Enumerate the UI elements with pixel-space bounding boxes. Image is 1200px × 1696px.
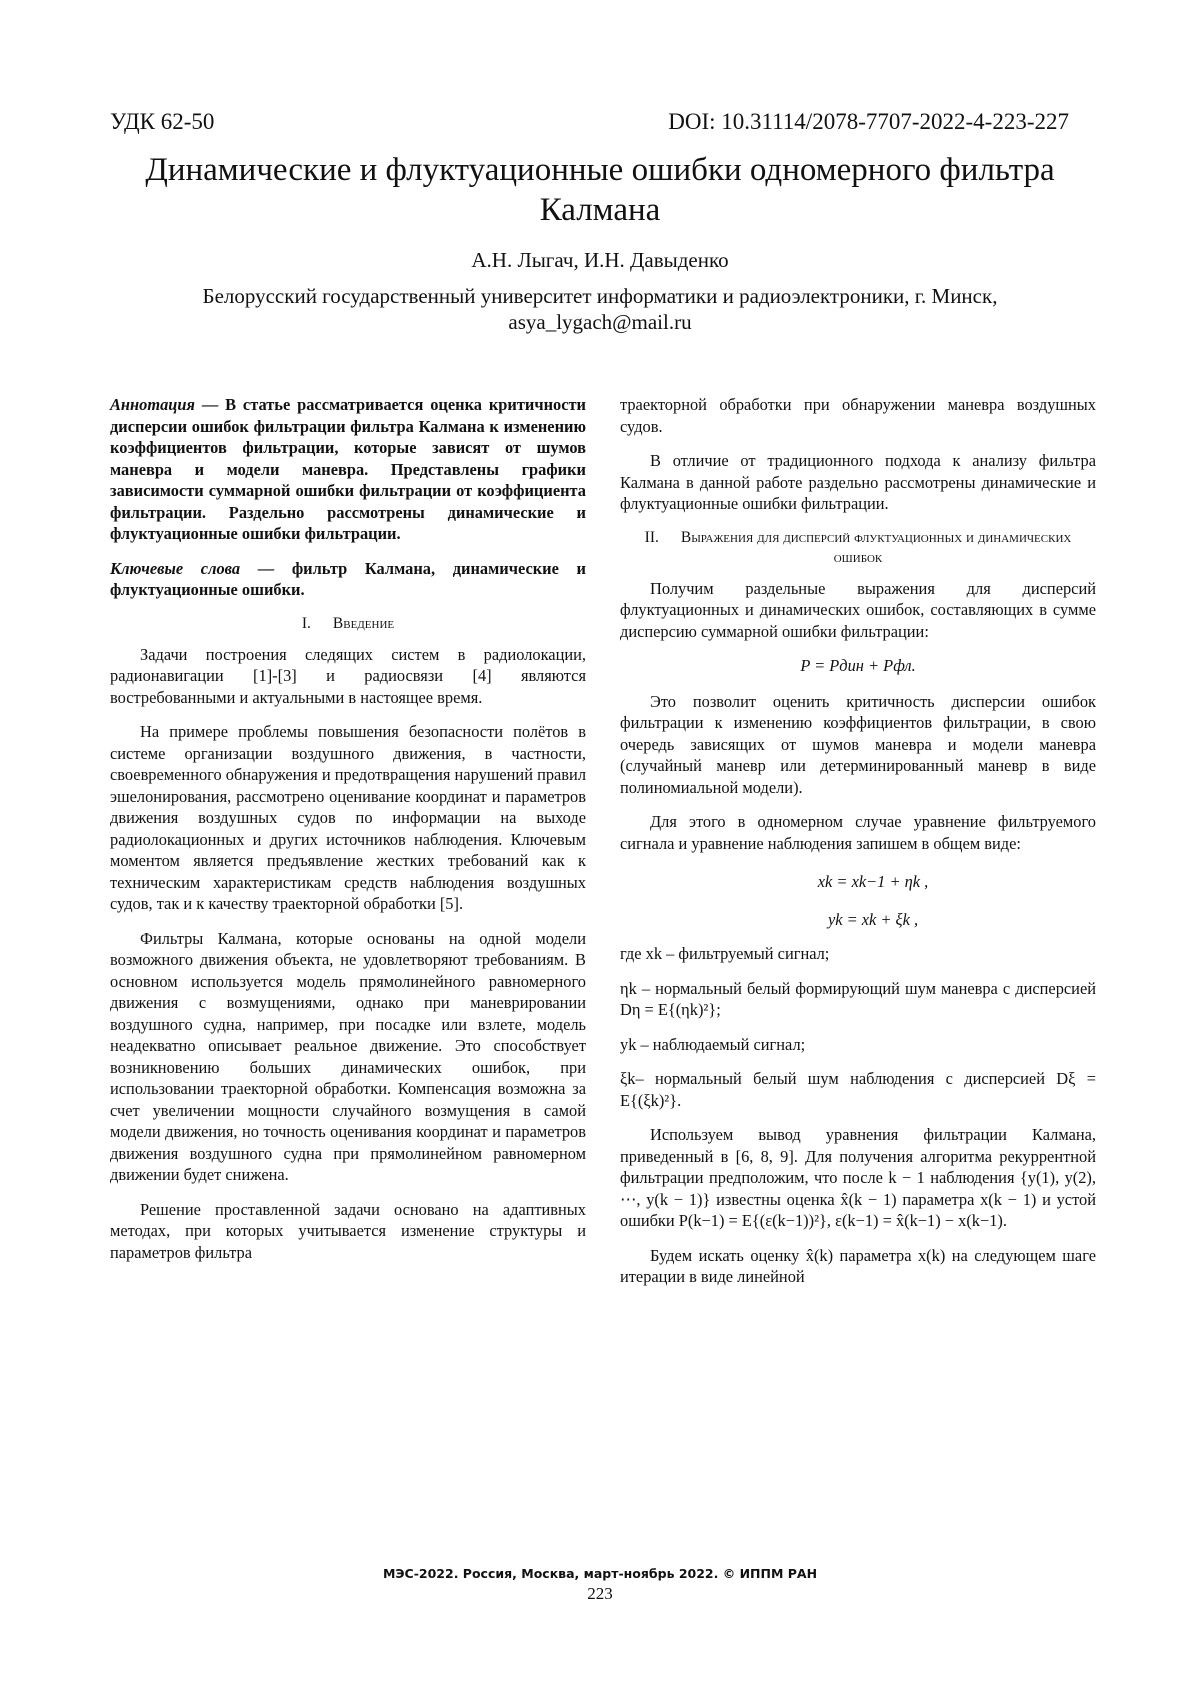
definition: ξk– нормальный белый шум наблюдения с дисперсией Dξ = E{(ξk)²}. [620, 1069, 1096, 1110]
section-heading-2 [620, 528, 1096, 568]
equation: P = Pдин + Pфл. [800, 656, 916, 675]
paragraph: Решение проставленной задачи основано на адаптивных методах, при которых учитывается изменение структуры и параметров фильтра [110, 1199, 586, 1262]
paragraph: Используем вывод уравнения фильтрации Калмана, приведенный в [6, 8, 9]. Для получения алгоритма рекуррентной фильтрации предположим, что после k − 1 наблюдения {y(1), y(2), ⋯, y(k − 1)} известны оценка x̂(k − 1) параметра x(k − 1) и устой ошибки P(k−1) = E{(ε(k−1))²}, ε(k−1) = x̂(k−1) − x(k−1). [620, 1125, 1096, 1230]
definition: где xk – фильтруемый сигнал; [620, 944, 830, 963]
left-column [110, 394, 586, 1276]
section-heading-1 [110, 614, 586, 634]
affiliation-block [100, 283, 1100, 335]
section-title: Выражения для дисперсий флуктуационных и динамических ошибок [680, 528, 1072, 566]
definition: yk – наблюдаемый сигнал; [620, 1034, 806, 1054]
email-link[interactable]: asya_lygach@mail.ru [508, 310, 692, 334]
right-column [620, 394, 1096, 1301]
paragraph: Это позволит оценить критичность дисперсии ошибок фильтрации к изменению коэффициентов фильтрации, в свою очередь зависящих от шумов маневра и модели маневра (случайный маневр или детерминированный маневр в виде полиномиальной модели). [620, 691, 1096, 797]
paper-title: Динамические и флуктуационные ошибки одномерного фильтра Калмана [145, 152, 1055, 228]
authors: А.Н. Лыгач, И.Н. Давыденко [471, 248, 729, 272]
keywords [110, 558, 586, 601]
definition: ηk – нормальный белый формирующий шум маневра с дисперсией Dη = E{(ηk)²}; [620, 978, 1096, 1019]
paragraph: Будем искать оценку x̂(k) параметра x(k) на следующем шаге итерации в виде линейной [620, 1245, 1096, 1286]
paragraph: Для этого в одномерном случае уравнение фильтруемого сигнала и уравнение наблюдения запишем в общем виде: [620, 812, 1096, 853]
affiliation: Белорусский государственный университет информатики и радиоэлектроники, г. Минск, [202, 284, 998, 308]
paragraph: Задачи построения следящих систем в радиолокации, радионавигации [1]-[3] и радиосвязи [4] являются востребованными и актуальными в настоящее время. [110, 644, 586, 707]
paragraph: Получим раздельные выражения для дисперсий флуктуационных и динамических ошибок, составляющих в сумме дисперсию суммарной ошибки фильтрации: [620, 578, 1096, 641]
equation: yk = xk + ξk , [827, 910, 919, 929]
udk-code: УДК 62-50 [110, 109, 215, 134]
footer-conference: МЭС-2022. Россия, Москва, март-ноябрь 2022. © ИППМ РАН [382, 1566, 818, 1581]
section-number: II. [644, 528, 659, 546]
keywords-text: — фильтр Калмана, динамические и флуктуационные ошибки. [110, 558, 586, 599]
abstract-text: — В статье рассматривается оценка критичности дисперсии ошибок фильтрации фильтра Калмана к изменению коэффициентов фильтрации, которые зависят от шумов маневра и модели маневра. Представлены графики зависимости суммарной ошибки фильтрации от коэффициента фильтрации. Раздельно рассмотрены динамические и флуктуационные ошибки фильтрации. [110, 395, 586, 543]
paragraph: На примере проблемы повышения безопасности полётов в системе организации воздушного движения, в частности, своевременного обнаружения и предотвращения нарушений правил эшелонирования, рассмотрено оценивание координат и параметров движения воздушных судов по информации на выходе радиолокационных и других источников наблюдения. Ключевым моментом является предъявление жестких требований как к техническим характеристикам средств наблюдения воздушных судов, так и к качеству траекторной обработки [5]. [110, 722, 586, 913]
abstract [110, 394, 586, 545]
section-number: I. [301, 614, 311, 632]
page-number: 223 [587, 1584, 613, 1603]
doi[interactable]: DOI: 10.31114/2078-7707-2022-4-223-227 [668, 109, 1069, 134]
section-title: Введение [332, 614, 395, 632]
equation: xk = xk−1 + ηk , [817, 872, 929, 891]
paragraph: траекторной обработки при обнаружении маневра воздушных судов. [620, 395, 1096, 436]
keywords-label: Ключевые слова [110, 558, 241, 578]
paragraph: В отличие от традиционного подхода к анализу фильтра Калмана в данной работе раздельно рассмотрены динамические и флуктуационные ошибки фильтрации. [620, 451, 1096, 513]
paragraph: Фильтры Калмана, которые основаны на одной модели возможного движения объекта, не удовлетворяют требованиям. В основном используется модель прямолинейного равномерного движения с возмущениями, однако при маневрировании воздушного судна, например, при посадке или взлете, модель неадекватно описывает реальное движение. Это способствует возникновению больших динамических ошибок, при использовании траекторной обработки. Компенсация возможна за счет увеличении мощности случайного возмущения в самой модели движения, но точность оценивания координат и параметров движения воздушного судна при прямолинейном равномерном движении будет снижена. [110, 928, 586, 1184]
abstract-label: Аннотация [110, 395, 195, 414]
